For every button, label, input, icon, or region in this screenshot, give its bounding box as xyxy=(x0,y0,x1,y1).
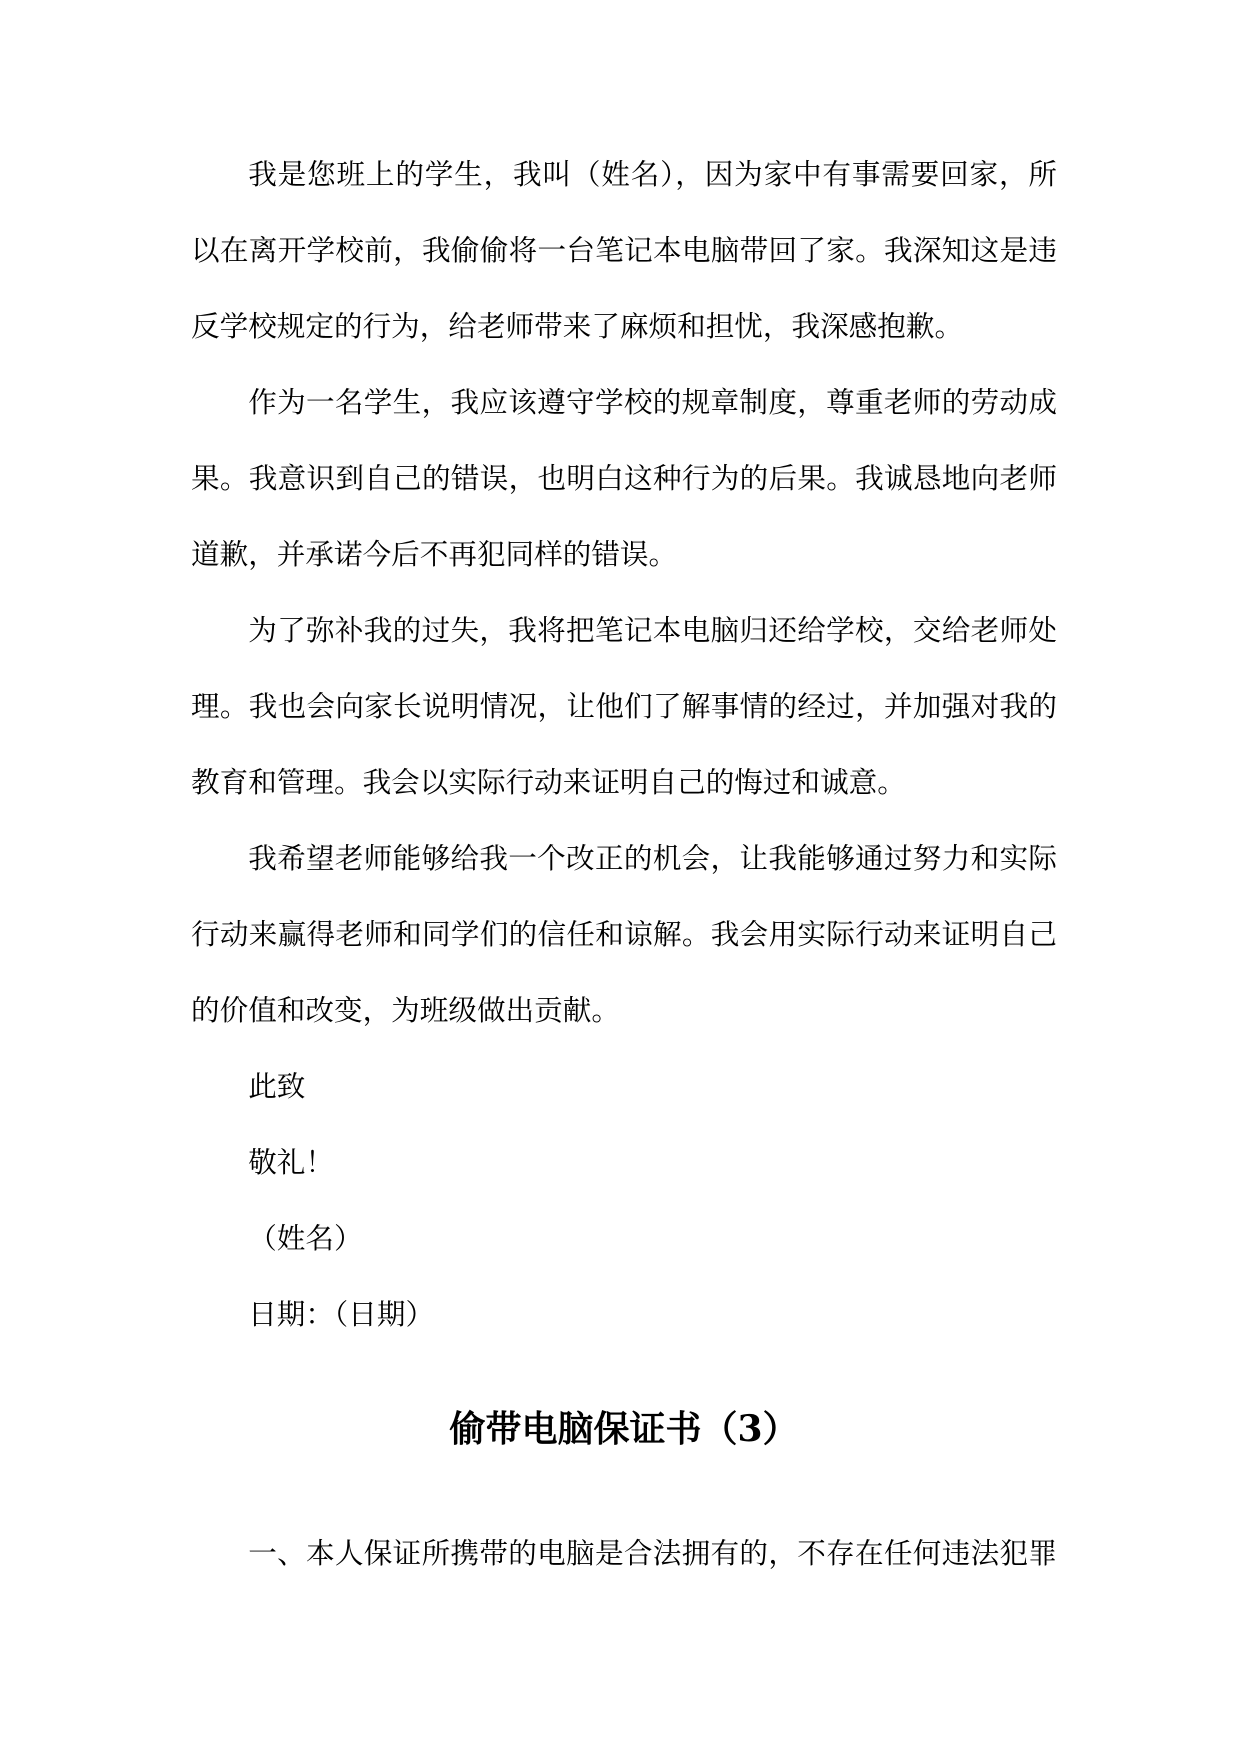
paragraph-line: 作为一名学生，我应该遵守学校的规章制度，尊重老师的劳动成 xyxy=(248,385,1057,419)
closing-regards: 敬礼！ xyxy=(248,1145,334,1179)
paragraph-line: 以在离开学校前，我偷偷将一台笔记本电脑带回了家。我深知这是违 xyxy=(191,233,1057,267)
paragraph-line: 反学校规定的行为，给老师带来了麻烦和担忧，我深感抱歉。 xyxy=(191,309,964,343)
paragraph-line: 行动来赢得老师和同学们的信任和谅解。我会用实际行动来证明自己 xyxy=(191,917,1057,951)
paragraph-line: 教育和管理。我会以实际行动来证明自己的悔过和诚意。 xyxy=(191,765,906,799)
section-item: 一、本人保证所携带的电脑是合法拥有的，不存在任何违法犯罪 xyxy=(248,1536,1057,1570)
paragraph-line: 果。我意识到自己的错误，也明白这种行为的后果。我诚恳地向老师 xyxy=(191,461,1057,495)
paragraph-line: 的价值和改变，为班级做出贡献。 xyxy=(191,993,620,1027)
section-body xyxy=(191,1515,1057,1591)
section-title: 偷带电脑保证书（3） xyxy=(449,1408,799,1450)
paragraph-line: 理。我也会向家长说明情况，让他们了解事情的经过，并加强对我的 xyxy=(191,689,1057,723)
letter-body xyxy=(191,136,1057,1352)
paragraph-line: 我是您班上的学生，我叫（姓名），因为家中有事需要回家，所 xyxy=(248,157,1057,191)
paragraph-line: 我希望老师能够给我一个改正的机会，让我能够通过努力和实际 xyxy=(248,841,1057,875)
paragraph-line: 为了弥补我的过失，我将把笔记本电脑归还给学校，交给老师处 xyxy=(248,613,1057,647)
paragraph-line: 道歉，并承诺今后不再犯同样的错误。 xyxy=(191,537,678,571)
closing-salutation: 此致 xyxy=(248,1069,306,1103)
signature-name: （姓名） xyxy=(248,1221,363,1255)
signature-date: 日期：（日期） xyxy=(248,1297,435,1331)
section-header xyxy=(191,1391,1057,1467)
